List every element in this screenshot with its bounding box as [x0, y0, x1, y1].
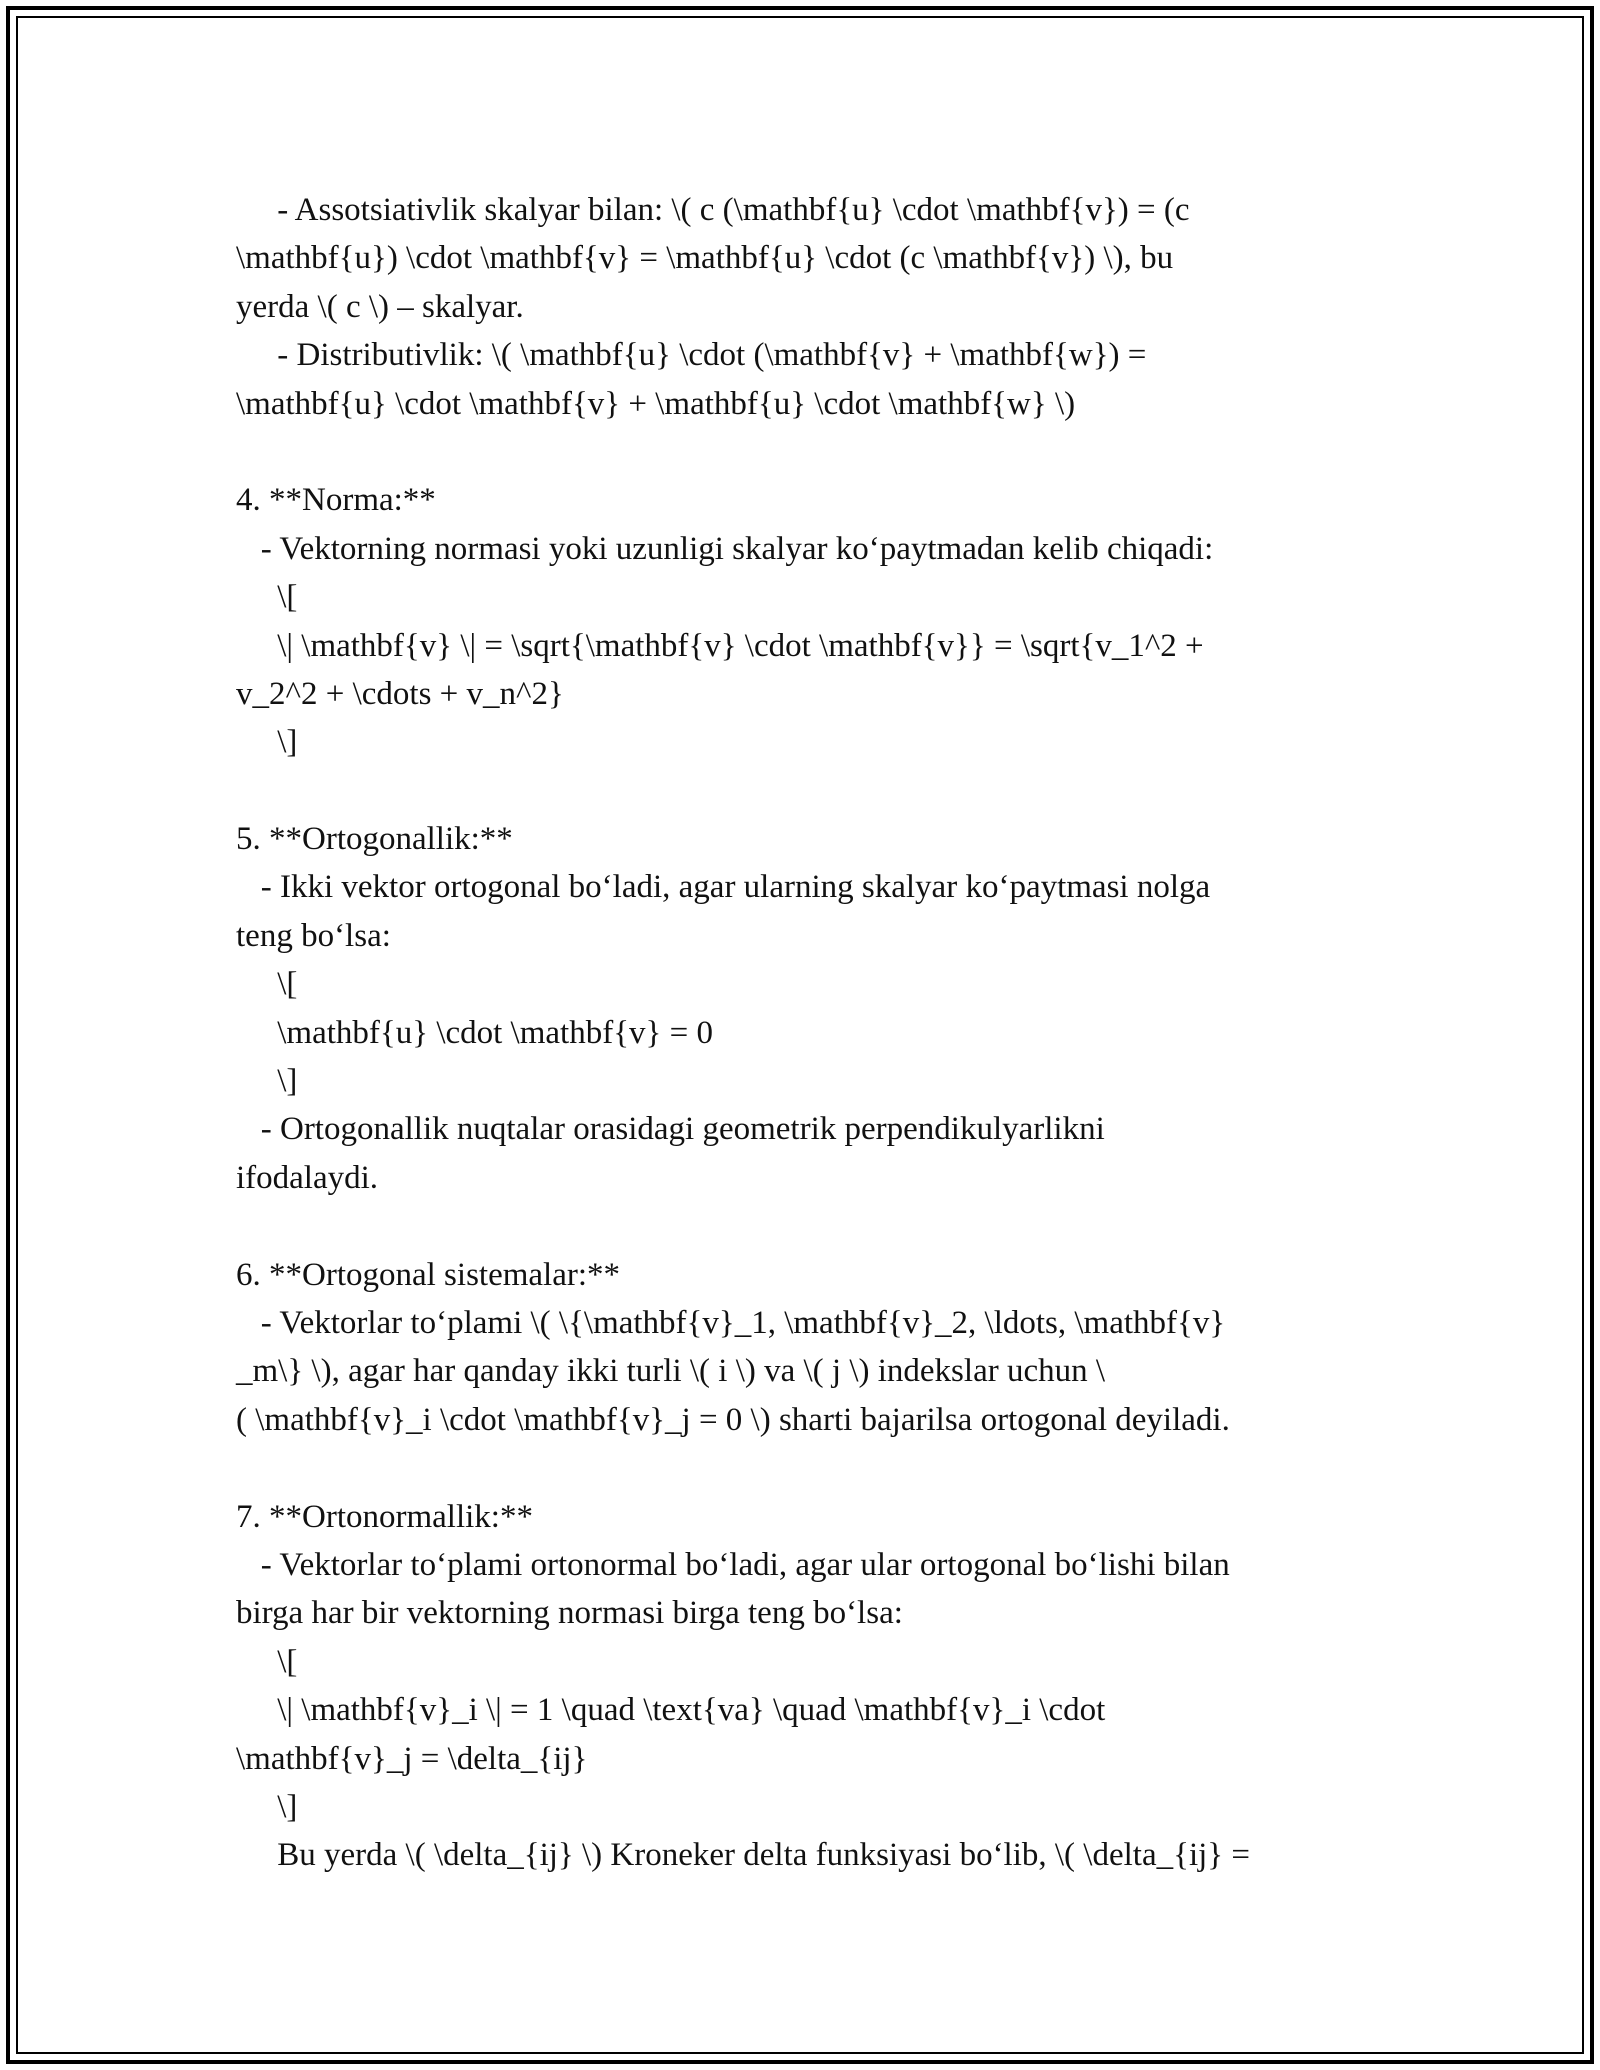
text-line: teng bo‘lsa: — [236, 917, 391, 954]
text-line: birga har bir vektorning normasi birga teng bo‘lsa: — [236, 1595, 903, 1632]
blank-line — [236, 428, 1376, 476]
text-line: \[ — [236, 1643, 298, 1680]
document-body — [236, 186, 1376, 1880]
text-line: \mathbf{v}_j = \delta_{ij} — [236, 1740, 588, 1777]
blank-line — [236, 1202, 1376, 1250]
text-line: - Ortogonallik nuqtalar orasidagi geometrik perpendikulyarlikni — [236, 1111, 1105, 1148]
text-line: \[ — [236, 966, 298, 1003]
text-line: Bu yerda \( \delta_{ij} \) Kroneker delta funksiyasi bo‘lib, \( \delta_{ij} = — [236, 1837, 1250, 1874]
text-line: \[ — [236, 579, 298, 616]
text-line: \] — [236, 1063, 298, 1100]
text-line: \| \mathbf{v}_i \| = 1 \quad \text{va} \quad \mathbf{v}_i \cdot — [236, 1692, 1106, 1729]
section-heading: 5. **Ortogonallik:** — [236, 821, 513, 858]
text-line: ifodalaydi. — [236, 1159, 379, 1196]
text-line: \] — [236, 724, 298, 761]
text-line: - Vektorning normasi yoki uzunligi skalyar ko‘paytmadan kelib chiqadi: — [236, 530, 1214, 567]
text-line: - Assotsiativlik skalyar bilan: \( c (\mathbf{u} \cdot \mathbf{v}) = (c — [236, 192, 1190, 228]
section-heading: 6. **Ortogonal sistemalar:** — [236, 1256, 621, 1293]
blank-line — [236, 767, 1376, 815]
text-line: ( \mathbf{v}_i \cdot \mathbf{v}_j = 0 \) sharti bajarilsa ortogonal deyiladi. — [236, 1401, 1230, 1438]
text-line: \mathbf{u} \cdot \mathbf{v} + \mathbf{u} \cdot \mathbf{w} \) — [236, 385, 1076, 422]
section-heading: 4. **Norma:** — [236, 482, 436, 519]
section-heading: 7. **Ortonormallik:** — [236, 1498, 533, 1535]
text-line: \mathbf{u}) \cdot \mathbf{v} = \mathbf{u} \cdot (c \mathbf{v}) \), bu — [236, 240, 1174, 277]
blank-line — [236, 1444, 1376, 1492]
text-line: _m\} \), agar har qanday ikki turli \( i \) va \( j \) indekslar uchun \ — [236, 1353, 1106, 1390]
text-line: \| \mathbf{v} \| = \sqrt{\mathbf{v} \cdot \mathbf{v}} = \sqrt{v_1^2 + — [236, 627, 1204, 664]
text-line: yerda \( c \) – skalyar. — [236, 288, 524, 325]
text-line: - Distributivlik: \( \mathbf{u} \cdot (\mathbf{v} + \mathbf{w}) = — [236, 337, 1147, 374]
text-line: - Ikki vektor ortogonal bo‘ladi, agar ularning skalyar ko‘paytmasi nolga — [236, 869, 1211, 906]
text-line: - Vektorlar to‘plami \( \{\mathbf{v}_1, \mathbf{v}_2, \ldots, \mathbf{v} — [236, 1304, 1226, 1341]
text-line: v_2^2 + \cdots + v_n^2} — [236, 675, 564, 712]
text-line: \mathbf{u} \cdot \mathbf{v} = 0 — [236, 1014, 713, 1051]
text-line: - Vektorlar to‘plami ortonormal bo‘ladi, agar ular ortogonal bo‘lishi bilan — [236, 1546, 1230, 1583]
text-line: \] — [236, 1788, 298, 1825]
